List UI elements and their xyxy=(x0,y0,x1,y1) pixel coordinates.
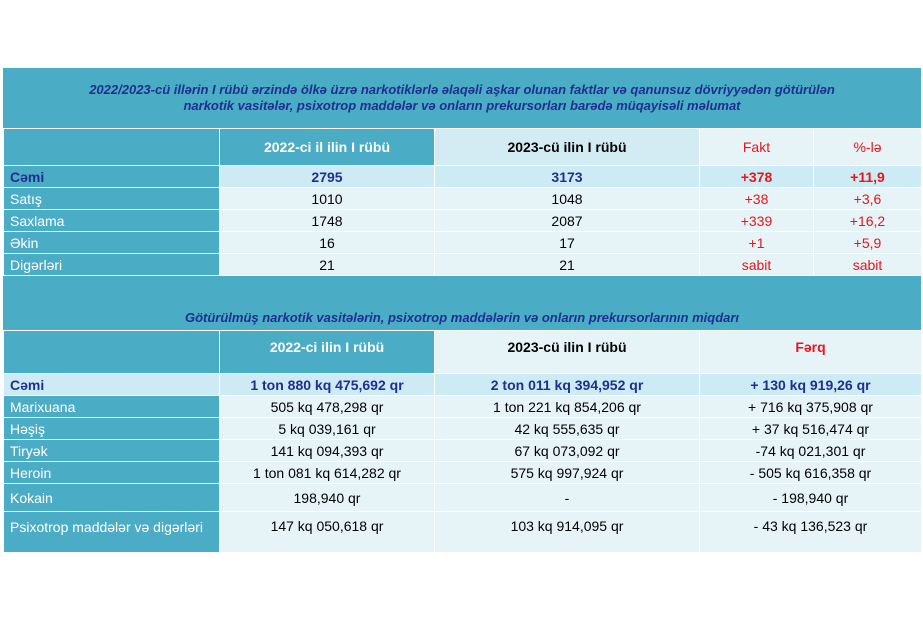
cell-2023: 2087 xyxy=(435,210,700,232)
row-label: Marixuana xyxy=(4,396,220,418)
report-title-line1: 2022/2023-cü illərin I rübü ərzində ölkə üzrə narkotiklərlə əlaqəli aşkar olunan faktlar və qanunsuz dövriyyədən götürülən xyxy=(89,82,835,97)
quantities-row-kokain xyxy=(4,484,922,512)
row-label: Əkin xyxy=(4,232,220,254)
cell-fakt: sabit xyxy=(700,254,814,276)
row-label: Psixotrop maddələr və digərləri xyxy=(4,512,220,553)
cell-ferq: - 43 kq 136,523 qr xyxy=(700,512,922,553)
cell-2023: 2 ton 011 kq 394,952 qr xyxy=(435,374,700,396)
cell-2022: 141 kq 094,393 qr xyxy=(220,440,435,462)
row-label: Satış xyxy=(4,188,220,210)
cell-fakt: +378 xyxy=(700,166,814,188)
row-label: Tiryək xyxy=(4,440,220,462)
cell-2023: 1048 xyxy=(435,188,700,210)
cell-ferq: - 505 kq 616,358 qr xyxy=(700,462,922,484)
quantities-row-total xyxy=(4,374,922,396)
facts-header-2022: 2022-ci il ilin I rübü xyxy=(220,129,435,166)
quantities-row-heroin xyxy=(4,462,922,484)
row-label: Cəmi xyxy=(4,374,220,396)
cell-2023: 67 kq 073,092 qr xyxy=(435,440,700,462)
cell-2022: 16 xyxy=(220,232,435,254)
cell-ferq: - 198,940 qr xyxy=(700,484,922,512)
quantities-table xyxy=(3,330,922,553)
cell-2022: 2795 xyxy=(220,166,435,188)
quantities-row-tiryek xyxy=(4,440,922,462)
cell-2023: - xyxy=(435,484,700,512)
cell-percent: +16,2 xyxy=(814,210,922,232)
quantities-header-ferq: Fərq xyxy=(700,331,922,374)
cell-2022: 198,940 qr xyxy=(220,484,435,512)
cell-2023: 3173 xyxy=(435,166,700,188)
facts-row-ekin xyxy=(4,232,922,254)
row-label: Heroin xyxy=(4,462,220,484)
facts-table xyxy=(3,128,922,276)
cell-2023: 17 xyxy=(435,232,700,254)
cell-2022: 1748 xyxy=(220,210,435,232)
cell-ferq: -74 kq 021,301 qr xyxy=(700,440,922,462)
row-label: Cəmi xyxy=(4,166,220,188)
cell-2022: 1010 xyxy=(220,188,435,210)
quantities-header-row xyxy=(4,331,922,374)
quantities-header-2023: 2023-cü ilin I rübü xyxy=(435,331,700,374)
quantities-subtitle: Götürülmüş narkotik vasitələrin, psixotrop maddələrin və onların prekursorlarının miqdarı xyxy=(3,306,921,330)
row-label: Kokain xyxy=(4,484,220,512)
facts-header-2023: 2023-cü ilin I rübü xyxy=(435,129,700,166)
quantities-header-2022: 2022-ci ilin I rübü xyxy=(220,331,435,374)
cell-2022: 147 kq 050,618 qr xyxy=(220,512,435,553)
facts-header-percent: %-lə xyxy=(814,129,922,166)
cell-fakt: +1 xyxy=(700,232,814,254)
cell-percent: +5,9 xyxy=(814,232,922,254)
facts-row-satis xyxy=(4,188,922,210)
cell-2022: 5 kq 039,161 qr xyxy=(220,418,435,440)
facts-header-row xyxy=(4,129,922,166)
cell-2023: 1 ton 221 kq 854,206 qr xyxy=(435,396,700,418)
report-panel xyxy=(3,68,921,553)
quantities-header-blank xyxy=(4,331,220,374)
cell-percent: sabit xyxy=(814,254,922,276)
facts-row-total xyxy=(4,166,922,188)
cell-2023: 575 kq 997,924 qr xyxy=(435,462,700,484)
cell-2023: 103 kq 914,095 qr xyxy=(435,512,700,553)
cell-2022: 505 kq 478,298 qr xyxy=(220,396,435,418)
quantities-row-psixotrop xyxy=(4,512,922,553)
cell-2022: 1 ton 880 kq 475,692 qr xyxy=(220,374,435,396)
facts-header-fakt: Fakt xyxy=(700,129,814,166)
section-gap xyxy=(3,276,921,306)
report-title xyxy=(3,68,921,128)
cell-2022: 21 xyxy=(220,254,435,276)
facts-row-digerleri xyxy=(4,254,922,276)
facts-header-blank xyxy=(4,129,220,166)
cell-2023: 21 xyxy=(435,254,700,276)
facts-row-saxlama xyxy=(4,210,922,232)
cell-ferq: + 37 kq 516,474 qr xyxy=(700,418,922,440)
cell-percent: +11,9 xyxy=(814,166,922,188)
quantities-row-hesis xyxy=(4,418,922,440)
cell-fakt: +339 xyxy=(700,210,814,232)
row-label: Digərləri xyxy=(4,254,220,276)
quantities-row-marixuana xyxy=(4,396,922,418)
cell-2023: 42 kq 555,635 qr xyxy=(435,418,700,440)
row-label: Saxlama xyxy=(4,210,220,232)
cell-ferq: + 130 kq 919,26 qr xyxy=(700,374,922,396)
report-title-line2: narkotik vasitələr, psixotrop maddələr və onların prekursorları barədə müqayisəli məlumat xyxy=(183,98,741,113)
cell-fakt: +38 xyxy=(700,188,814,210)
cell-2022: 1 ton 081 kq 614,282 qr xyxy=(220,462,435,484)
cell-percent: +3,6 xyxy=(814,188,922,210)
row-label: Həşiş xyxy=(4,418,220,440)
cell-ferq: + 716 kq 375,908 qr xyxy=(700,396,922,418)
